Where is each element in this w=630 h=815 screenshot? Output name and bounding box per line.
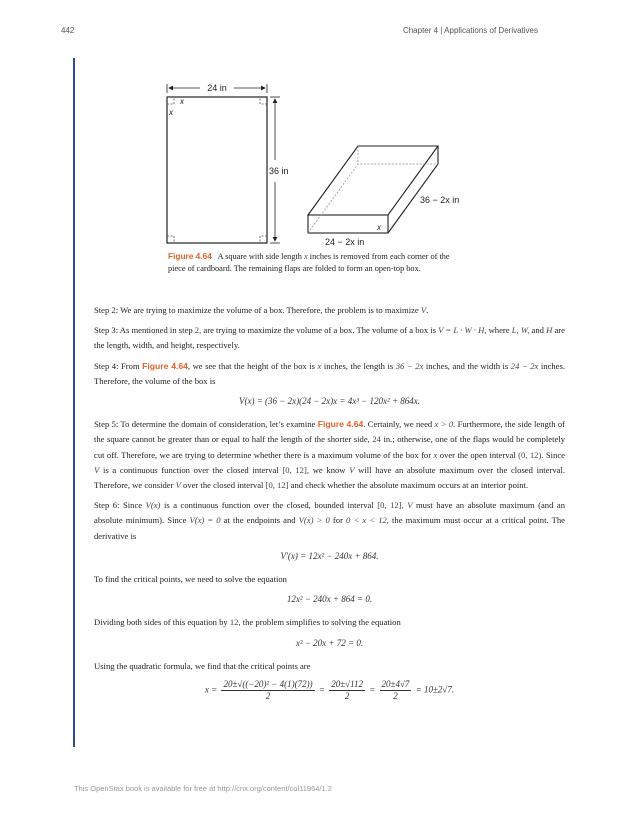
flat-cardboard	[167, 84, 280, 243]
figure-4-64-link[interactable]: Figure 4.64	[317, 419, 364, 430]
corner-x-side-label: x	[169, 108, 173, 117]
width-flat-label: 24 in	[207, 83, 227, 93]
step-3: Step 3: As mentioned in step 2, are trying to maximize the volume of a box. The volume of a box is V = L · W · H, where L, W, and H are the length, width, and height, respectively.	[94, 325, 565, 351]
page-number: 442	[61, 26, 75, 35]
box-height-label: x	[377, 223, 381, 232]
solution-body	[94, 303, 565, 710]
height-flat-label: 36 in	[269, 166, 289, 176]
simplified-equation: x² − 20x + 72 = 0.	[295, 637, 364, 648]
critical-equation: 12x² − 240x + 864 = 0.	[286, 594, 373, 605]
step-5: Step 5: To determine the domain of consideration, let’s examine Figure 4.64. Certainly, we need x > 0. Furthermore, the side length of the square cannot be greater than or equal to half the length of the shorter side, 24 in.; otherwise, one of the flaps would be completely cut off. Therefore, we are trying to determine whether there is a maximum volume of the box for x over the open interval (0, 12). Since V is a continuous function over the closed interval [0, 12], we know V will have an absolute maximum over the closed interval. Therefore, we consider V over the closed interval [0, 12] and check whether the absolute maximum occurs at an interior point.	[94, 419, 565, 491]
divide-step: Dividing both sides of this equation by 12, the problem simplifies to solving the equation	[94, 617, 401, 628]
chapter-title: Chapter 4 | Applications of Derivatives	[402, 26, 538, 35]
corner-x-top-label: x	[180, 97, 184, 106]
figure-caption: Figure 4.64 A square with side length x inches is removed from each corner of the piece of cardboard. The remaining flaps are folded to form an open-top box.	[168, 251, 450, 273]
figure-4-64-diagram	[0, 0, 630, 260]
figure-4-64-link[interactable]: Figure 4.64	[142, 360, 188, 371]
quadratic-intro: Using the quadratic formula, we find that the critical points are	[94, 660, 311, 671]
step-6: Step 6: Since V(x) is a continuous function over the closed, bounded interval [0, 12], V must have an absolute maximum (and an absolute minimum). Since V(x) = 0 at the endpoints and V(x) > 0 for 0 < x < 12, the maximum must occur at a critical point. The derivative is	[94, 500, 566, 541]
critical-intro: To find the critical points, we need to solve the equation	[94, 574, 287, 585]
derivative-equation: V′(x) = 12x² − 240x + 864.	[280, 550, 379, 561]
quadratic-formula: x = $\frac{\text{20±√((−20)² − 4(1)(72))}}{2}$ = $\frac{20\pm√112}{2}$ = $\frac{20\pm 4√7}{2}$ = 10±2√7.	[204, 679, 455, 702]
step-2: Step 2: We are trying to maximize the volume of a box. Therefore, the problem is to maximize V.	[94, 305, 429, 315]
box-length-label: 36 − 2x in	[420, 195, 460, 205]
page-footer: This OpenStax book is available for free at http://cnx.org/content/col11964/1.2	[74, 784, 332, 793]
step-4: Step 4: From Figure 4.64, we see that the height of the box is x inches, the length is 36 − 2x inches, and the width is 24 − 2x inches. Therefore, the volume of the box is	[94, 360, 565, 386]
figure-label: Figure 4.64	[168, 251, 212, 261]
volume-equation: V(x) = (36 − 2x)(24 − 2x)x = 4x³ − 120x² + 864x.	[238, 396, 421, 407]
box-width-label: 24 − 2x in	[325, 237, 365, 247]
open-box	[308, 146, 438, 233]
